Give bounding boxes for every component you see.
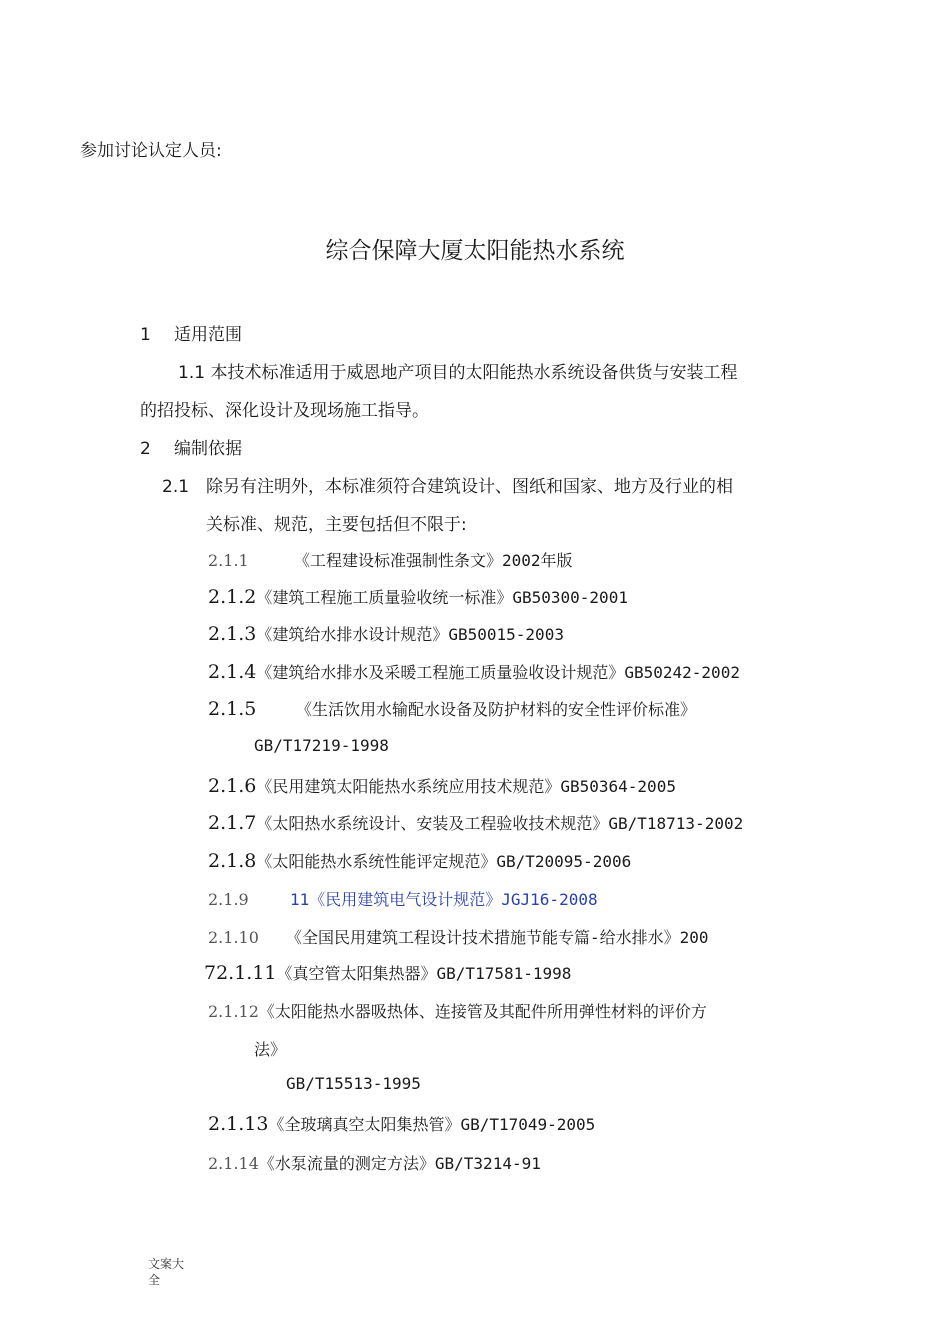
- page-footer: [148, 1256, 184, 1288]
- list-item: [208, 849, 631, 872]
- item-number: 2.1.3: [208, 623, 257, 645]
- item-text: 《工程建设标准强制性条文》2002年版: [294, 551, 573, 570]
- section-title: 适用范围: [174, 325, 242, 345]
- list-item: [208, 697, 696, 720]
- document-title: 综合保障大厦太阳能热水系统: [325, 238, 625, 264]
- list-item: [208, 585, 628, 608]
- list-item: [208, 887, 598, 910]
- list-item: [208, 548, 573, 571]
- item-text: 《太阳热水系统设计、安装及工程验收技术规范》GB/T18713-2002: [256, 814, 744, 833]
- list-item: [208, 1112, 595, 1135]
- item-number: 2.1.4: [208, 661, 257, 683]
- list-item: [208, 811, 743, 834]
- item-text: 《真空管太阳集热器》GB/T17581-1998: [276, 964, 572, 983]
- item-number: 2.1.14: [208, 1154, 259, 1173]
- para-2-1-line2: 关标准、规范，主要包括但不限于:: [206, 515, 467, 535]
- item-number: 2.1.10: [208, 928, 259, 947]
- para-text: 除另有注明外，本标准须符合建筑设计、图纸和国家、地方及行业的相: [206, 477, 733, 497]
- list-item: [208, 660, 740, 683]
- item-number: 2.1.13: [208, 1113, 269, 1135]
- footer-line: 全: [148, 1273, 161, 1287]
- item-continuation: 法》: [254, 1040, 287, 1059]
- item-continuation: GB/T15513-1995: [286, 1074, 421, 1093]
- item-number: 2.1.7: [208, 812, 257, 834]
- list-item: [208, 925, 709, 948]
- item-number: 2.1.5: [208, 698, 257, 720]
- item-text: 《民用建筑太阳能热水系统应用技术规范》GB50364-2005: [256, 777, 676, 796]
- section-number: 2: [140, 439, 151, 459]
- item-text: 《全国民用建筑工程设计技术措施节能专篇-给水排水》200: [286, 928, 709, 947]
- footer-line: 文案大: [148, 1257, 185, 1271]
- item-text: 《建筑给水排水及采暖工程施工质量验收设计规范》GB50242-2002: [256, 663, 740, 682]
- section-number: 1: [140, 325, 151, 345]
- item-text: 《全玻璃真空太阳集热管》GB/T17049-2005: [268, 1115, 596, 1134]
- section-1-heading: [140, 320, 242, 345]
- item-number: 2.1.12: [208, 1002, 259, 1021]
- section-title: 编制依据: [174, 439, 242, 459]
- item-text: 《太阳能热水器吸热体、连接管及其配件所用弹性材料的评价方: [258, 1002, 707, 1021]
- para-1-1-line2: 的招投标、深化设计及现场施工指导。: [140, 401, 429, 421]
- item-text: 《水泵流量的测定方法》GB/T3214-91: [258, 1154, 541, 1173]
- list-item: [208, 1151, 541, 1174]
- item-prefix: 11: [290, 890, 310, 909]
- item-continuation: GB/T17219-1998: [254, 736, 389, 755]
- participants-label: 参加讨论认定人员:: [80, 141, 222, 161]
- item-number: 2.1.1: [208, 551, 249, 570]
- item-text: 《建筑给水排水设计规范》GB50015-2003: [256, 625, 564, 644]
- item-number: 2.1.9: [208, 890, 249, 909]
- item-number: 2.1.6: [208, 775, 257, 797]
- list-item: [208, 622, 564, 645]
- list-item: [208, 774, 676, 797]
- list-item: [208, 999, 707, 1022]
- para-number: 2.1: [162, 477, 190, 497]
- item-number: 2.1.2: [208, 586, 257, 608]
- list-item: [204, 961, 571, 984]
- item-text: 《生活饮用水输配水设备及防护材料的安全性评价标准》: [296, 700, 697, 719]
- item-text: 《民用建筑电气设计规范》JGJ16-2008: [309, 890, 598, 909]
- item-number: 72.1.11: [204, 962, 277, 984]
- item-text: 《太阳能热水系统性能评定规范》GB/T20095-2006: [256, 852, 632, 871]
- para-1-1-line1: 1.1 本技术标准适用于威恩地产项目的太阳能热水系统设备供货与安装工程: [178, 363, 738, 383]
- item-text: 《建筑工程施工质量验收统一标准》GB50300-2001: [256, 588, 628, 607]
- para-2-1-line1: [162, 472, 733, 497]
- item-number: 2.1.8: [208, 850, 257, 872]
- section-2-heading: [140, 434, 242, 459]
